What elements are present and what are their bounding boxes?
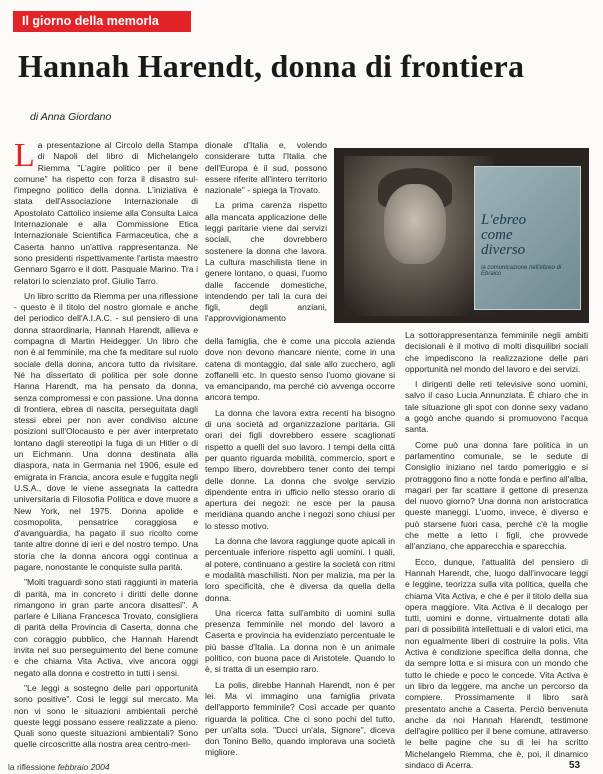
paragraph: Ecco, dunque, l'attualità del pensiero di Hannah Harendt, che, luogo dall'invocare leggi e leggine, teorizza sulla vita politica, quella che chiama Vita Activa, e che è per il titolo della sua opera maggiore. Vita Activa è il decalogo per tutti, uomini e donne, virtualmente dotati alla pari di possibilità intellettuali e di valori etici, ma non egualmente liberi di costruire la polis. Vita Activa è condizione specifica della donna, che da sempre lotta e si misura con un mondo che tutto le chiede e poco le concede. Vita Activa è un libro da leggere, ma anche un percorso da compiere. Prossimamente il libro sarà presentato anche a Caserta. Perciò benvenuta anche da noi Hannah Harendt, testimone dell'agire politico per il bene comune, attraverso le belle pagine che su di lei ha scritto Michelangelo Riemma, che è, poi, il dinamico sindaco di Acerra. — [405, 556, 588, 770]
portrait-face — [384, 184, 446, 264]
paragraph: La sottorappresentanza femminile negli ambiti decisionali è il motivo di molti disquilibri sociali che impediscono la realizzazione delle pari opportunità nel mondo del lavoro e dei servizi. — [405, 330, 588, 374]
paragraph: I dirigenti delle reti televisive sono uomini, salvo il caso Lucia Annunziata. È chiaro che in tale situazione gli spot con donne sexy vadano a gogò anche quando si promuovono l'acqua santa. — [405, 379, 588, 435]
paragraph: a presentazione al Circolo della Stampa di Napoli del libro di Michelangelo Riemma "L'agire politico per il bene comune" ha rispetto con forza il disastro sul-l'impegno politico della donna. L'iniziativa è stata dell'Associazione Internazionale di Apostolato Cattolico insieme alla Consulta Laica Internazionale e alla Commissione Etica Internazionale Scientifica Farmaceutica, che a Caserta hanno un'attiva rappresentanza. Ne sono presidenti rispettivamente l'artista maestro Gennaro Sgarro e il dott. Pasquale Marino. Tra i relatori lo scienziato prof. Giulio Tarro. — [14, 140, 198, 286]
paragraph: La polis, direbbe Hannah Harendt, non è per lei. Ma vi immagino una famiglia privata dell'apporto femminile? Così accade per quanto riguarda la politica. Che ci sono pochi del tutto, per un'alta sola. "Ducci un'ala, Signore", diceva don Tonino Bello, quando implorava una società migliore. — [205, 679, 395, 758]
magazine-name: la riflessione — [8, 762, 56, 772]
book-title: L'ebreo come diverso — [481, 212, 527, 258]
issue-date: febbraio 2004 — [57, 762, 110, 772]
page-number: 53 — [569, 760, 581, 771]
book-cover — [474, 166, 581, 310]
paragraph: "Le leggi a sostegno delle pari opportunità sono positive". Così le leggi sul mercato. Ma non vi sono le situazioni ambientali perché queste leggi possano essere realizzate a pieno. Quali sono queste situazioni ambientali? Sono quelle circoscritte alla nostra area centro-meri- — [14, 682, 198, 750]
book-subtitle: la comunicazione nell'ebreo di Ebraico — [481, 265, 562, 277]
footer-magazine — [8, 762, 110, 772]
paragraph: La prima carenza rispetto alla mancata applicazione delle leggi paritarie viene dai servizi sociali, che dovrebbero sostenere la donna che lavora. La cultura maschilista tiene in genere lontano, o quasi, l'uomo dalle faccende domestiche, intendendo per tali la cura dei figli, degli anziani, l'approvvigionamento — [205, 200, 327, 324]
book-cover-photo — [334, 148, 589, 323]
paragraph: La donna che lavora raggiunge quote apicali in percentuale inferiore rispetto agli uomini. I quali, al potere, continuano a gestire la società con ritmi e modalità maschilisti. Non per malizia, ma per la loro specificità, che è diversa da quella della donna. — [205, 536, 395, 603]
paragraph: Come può una donna fare politica in un parlamentino comunale, se le sedute di Consiglio iniziano nel tardo pomeriggio e si protraggono fino a notte fonda e perfino all'alba, magari per far scattare il gettone di presenza del nuovo giorno? Una donna non aristocratica queste maneggi. L'uomo, invece, è diverso e può starsene fuori casa, perché c'è la moglie che mette a letto i figli, che provvede all'anziano, che apparecchia e sparecchia. — [405, 439, 588, 552]
byline: di Anna Giordano — [30, 111, 112, 123]
drop-cap: L — [14, 137, 35, 174]
paragraph: "Molti traguardi sono stati raggiunti in materia di parità, ma in concreto i diritti delle donne rimangono in gran parte ancora disattesi". A parlare è Liliana Francesca Trovato, consigliera di parità della Provincia di Caserta, donna che con coraggio pubblico, che Hannah Harendt invita nel suo perseguimento del bene comune e che chiama Vita Activa, vive ancora oggi negato alla donna e costretto in tutti i sensi. — [14, 577, 198, 678]
section-tag: Il giorno della memorla — [13, 11, 191, 32]
article-title: Hannah Harendt, donna di frontiera — [18, 48, 525, 84]
text-column-2-top — [205, 140, 327, 332]
text-column-2 — [205, 336, 395, 758]
paragraph: della famiglia, che è come una piccola azienda dove non devono mancare niente, come in una catena di montaggio, dal sale allo zucchero, agli zoffanelli etc. In questo senso l'uomo giovane si va emancipando, ma perché ciò avvenga occorre ancora tempo. — [205, 336, 395, 403]
paragraph: Una ricerca fatta sull'ambito di uomini sulla presenza femminile nel mondo del lavoro a Caserta e provincia ha evidenziato percentuale le più basse d'Italia. La donna non è un animale politico, con buona pace di Aristotele. Quando lo è, si tratta di un esempio raro. — [205, 607, 395, 675]
portrait-image — [344, 156, 494, 316]
paragraph: La donna che lavora extra recenti ha bisogno di una società ad organizzazione paritaria. Gli orari dei figli dovrebbero essere scaglionati rispetto a quelli del suo lavoro. I tempi della città per quanto riguarda mobilità, commercio, sport e tempo libero, dovrebbero tener conto dei tempi delle donne. La donna che svolge servizio dipendente entra in ufficio nello stesso orario di apertura dei negozi: ne esce per la pausa meridiana quando anche i negozi sono chiusi per lo stesso motivo. — [205, 407, 395, 531]
paragraph: dionale d'Italia e, volendo considerare tutta l'Italia che dell'Europa è il sud, possono essere riferite all'intero territorio nazionale" - spiega la Trovato. — [205, 140, 327, 196]
paragraph: Un libro scritto da Riemma per una riflessione - questo è il titolo del nostro giornale e anche del periodico dell'A.I.A.C. - sul pensiero di una donna straordinaria, Hannah Harendt, allieva e compagna di Martin Heidegger. Un libro che non è al femminile, ma che fa meditare sul ruolo sociale della donna, ancora tutto da rivisitare. Né ha dissertato di politica per sole donne Hanna Harendt, ma ha pensato da donna, senza compromessi e con passione. Una donna di frontiera, ebrea di nascita, perseguitata dagli stessi ebrei per non aver condiviso alcune posizioni sull'Olocausto e per aver interpretato lontano dagli stereotipi la fuga di un Hitler o di un Eichmann. Una donna destinata alla diaspora, nata in Germania nel 1906, esule ed emigrata in Francia, ancora esule e fuggita negli U.S.A., dove le viene assegnata la cattedra universitaria di Filosofia Politica e dove muore a New York, nel 1975. Donna apolide e cosmopolita, pensatrice coraggiosa e d'avanguardia, ha pagato il suo ricolto come tante altre donne di ieri e del nostro tempo. Una storia che la donna ancora oggi continua a pagare, nonostante le conquiste sulla parità. — [14, 290, 198, 572]
text-column-1 — [14, 137, 198, 750]
